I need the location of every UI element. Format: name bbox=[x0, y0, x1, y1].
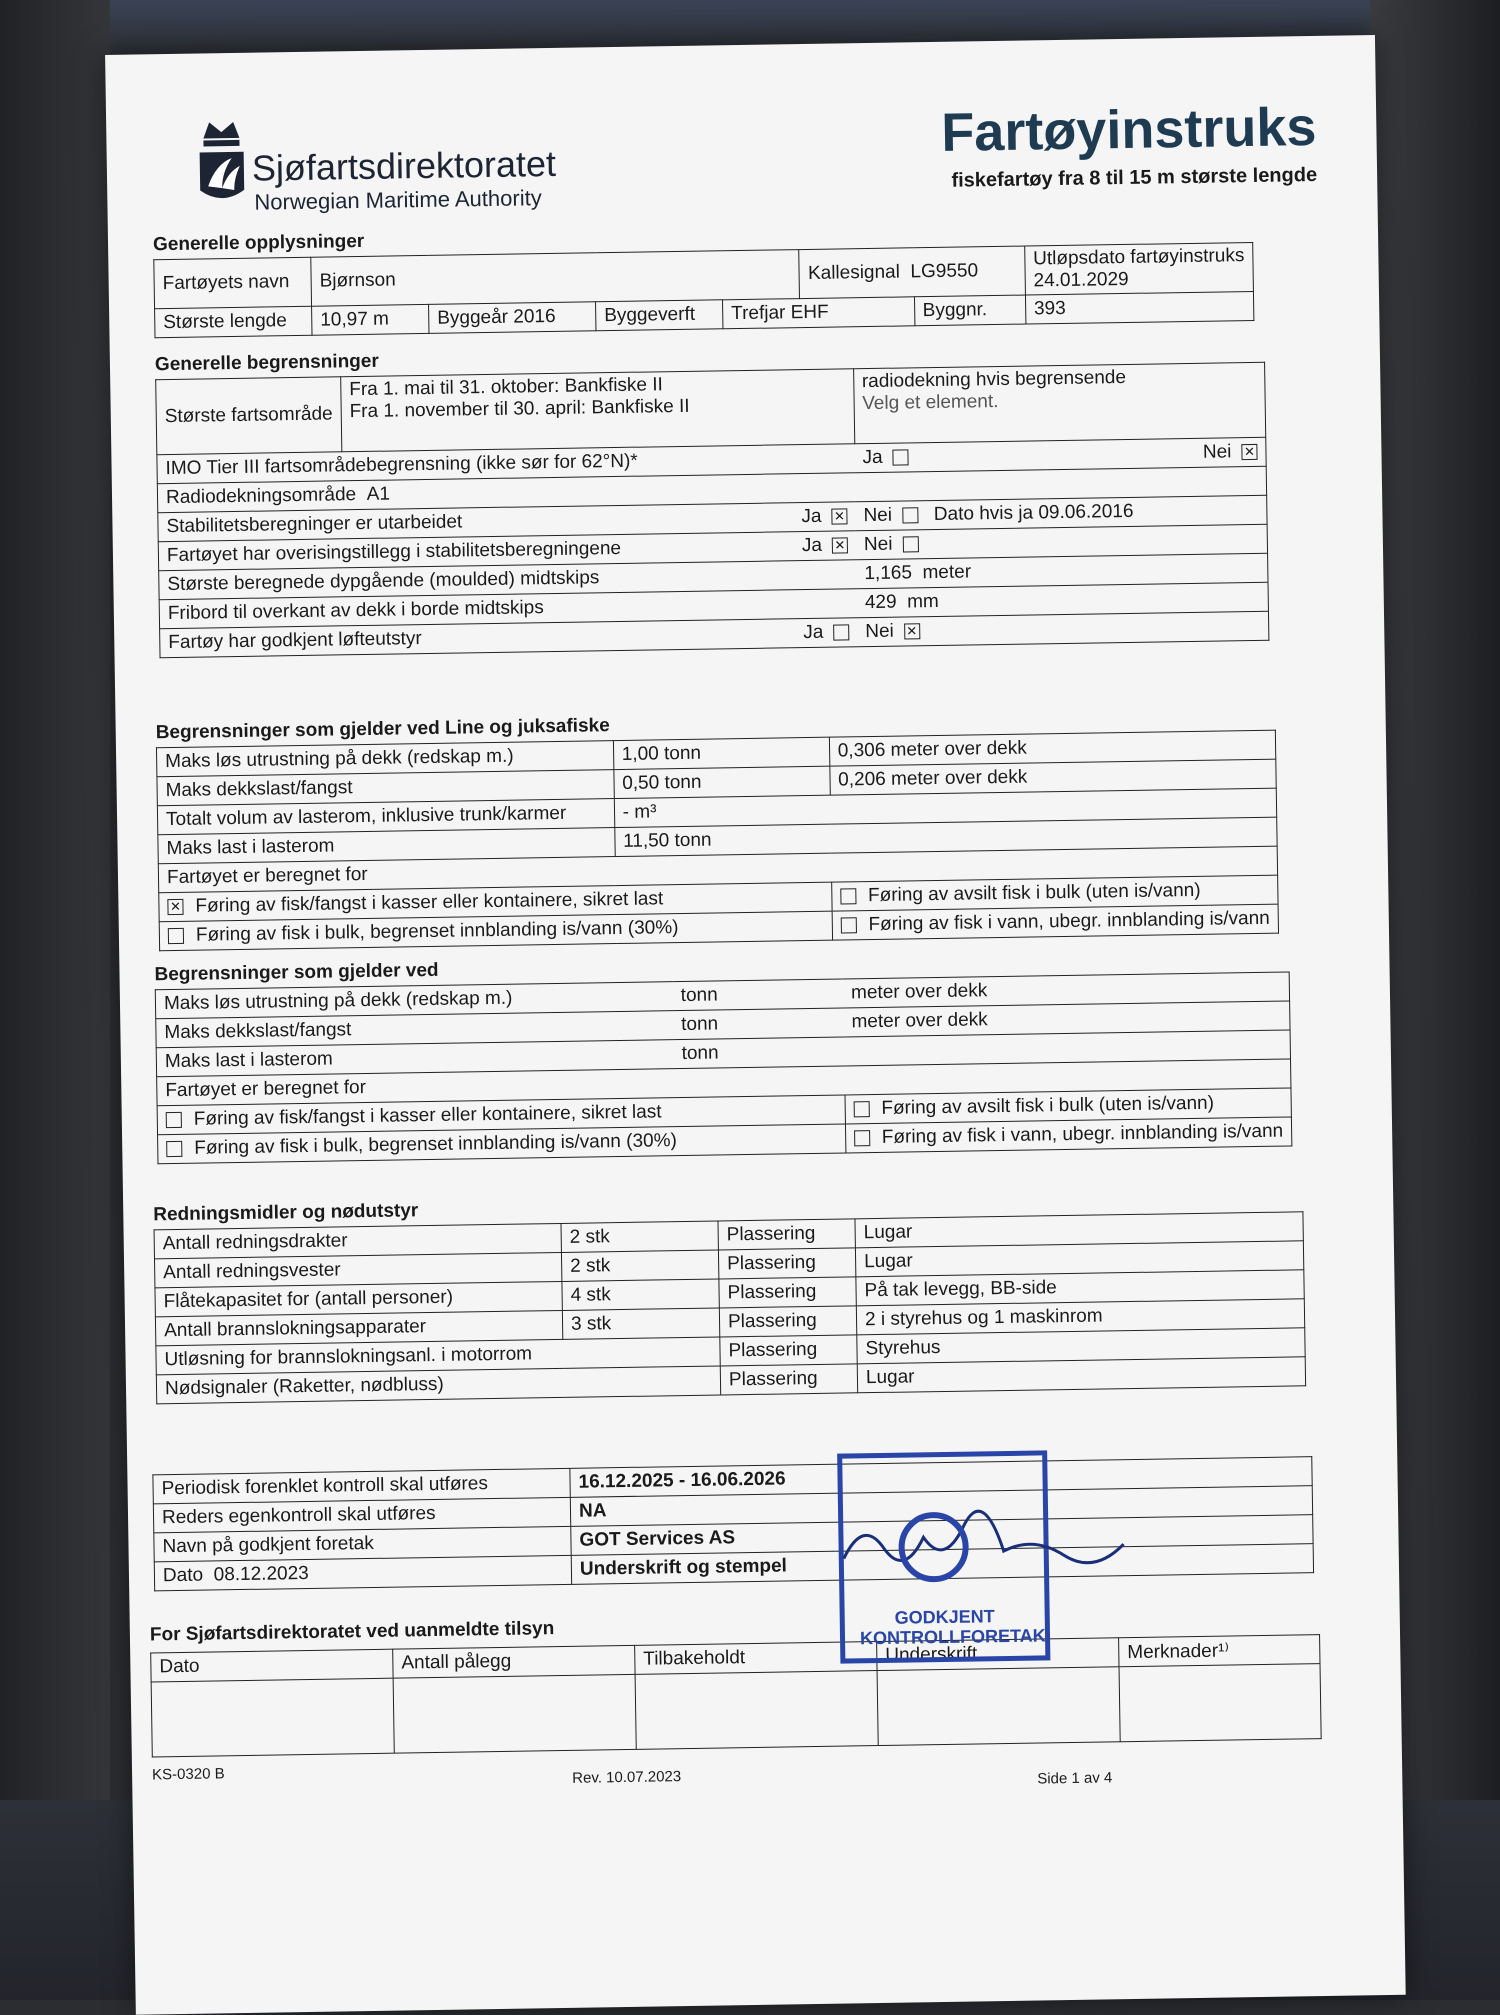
section-title-rescue: Redningsmidler og nødutstyr bbox=[153, 1200, 419, 1226]
rescue-place: På tak levegg, BB-side bbox=[856, 1270, 1304, 1306]
other-loose-gear-label: Maks løs utrustning på dekk (redskap m.) bbox=[155, 982, 673, 1019]
other-opt2-checkbox[interactable] bbox=[853, 1101, 869, 1117]
draught-value: 1,165 bbox=[864, 562, 913, 585]
general-info-table bbox=[153, 242, 1254, 338]
radio-area: A1 bbox=[366, 483, 391, 505]
inspection-table bbox=[150, 1634, 1322, 1757]
company-value: GOT Services AS bbox=[571, 1515, 1313, 1556]
lifting-yes-checkbox[interactable] bbox=[833, 624, 849, 640]
line-opt4-checkbox[interactable] bbox=[840, 917, 856, 933]
line-opt1-label: Føring av fisk/fangst i kasser eller kontainere, sikret last bbox=[195, 888, 664, 917]
build-no: 393 bbox=[1025, 291, 1254, 324]
inspection-col-signature: Underskrift bbox=[877, 1638, 1119, 1671]
line-hold-load-value: 11,50 tonn bbox=[614, 817, 1277, 856]
icing-yes-label: Ja bbox=[801, 534, 823, 557]
line-opt2-checkbox[interactable] bbox=[840, 888, 856, 904]
icing-label: Fartøyet har overisingstillegg i stabilitetsberegningene bbox=[158, 532, 764, 571]
general-limits-table bbox=[155, 362, 1269, 658]
other-opt4-checkbox[interactable] bbox=[854, 1130, 870, 1146]
icing-yes-checkbox[interactable] bbox=[832, 537, 848, 553]
imo-no-checkbox[interactable] bbox=[1241, 444, 1257, 460]
expiry-date: 24.01.2029 bbox=[1033, 268, 1129, 292]
callsign: LG9550 bbox=[910, 260, 979, 283]
radio-coverage-select[interactable]: Velg et element. bbox=[862, 390, 999, 415]
rescue-place: Lugar bbox=[855, 1241, 1303, 1277]
imo-yes-label: Ja bbox=[862, 446, 883, 469]
section-title-line-limits: Begrensninger som gjelder ved Line og juksafiske bbox=[155, 715, 610, 744]
line-deck-cargo-height: 0,206 meter over dekk bbox=[829, 759, 1276, 795]
rescue-placement-label: Plassering bbox=[719, 1306, 856, 1337]
other-deck-cargo-unit: tonn bbox=[673, 1008, 844, 1040]
rescue-place: Lugar bbox=[857, 1357, 1305, 1393]
line-opt1-checkbox[interactable] bbox=[167, 899, 183, 915]
rescue-placement-label: Plassering bbox=[720, 1364, 857, 1395]
rescue-placement-label: Plassering bbox=[718, 1248, 855, 1279]
rescue-label: Flåtekapasitet for (antall personer) bbox=[155, 1281, 562, 1316]
rescue-label: Nødsignaler (Raketter, nødbluss) bbox=[156, 1366, 720, 1404]
imo-yes-checkbox[interactable] bbox=[893, 449, 909, 465]
line-loose-gear-label: Maks løs utrustning på dekk (redskap m.) bbox=[156, 741, 613, 777]
freeboard-label: Fribord til overkant av dekk i borde midtskips bbox=[159, 589, 857, 629]
lifting-yes-label: Ja bbox=[803, 621, 824, 644]
approval-stamp bbox=[837, 1450, 1050, 1663]
form-code: KS-0320 B bbox=[151, 1765, 225, 1784]
vessel-name-label: Fartøyets navn bbox=[154, 257, 312, 308]
yard-label: Byggeverft bbox=[596, 300, 723, 331]
document-subtitle: fiskefartøy fra 8 til 15 m største lengde bbox=[951, 163, 1318, 192]
document-page bbox=[105, 35, 1406, 2015]
build-year: 2016 bbox=[513, 305, 556, 328]
stamp-text: GODKJENT KONTROLLFORETAK bbox=[859, 1606, 1046, 1649]
inspection-cell-remarks[interactable] bbox=[1119, 1664, 1321, 1742]
line-loose-gear-height: 0,306 meter over dekk bbox=[829, 730, 1276, 766]
other-loose-gear-height-unit: meter over dekk bbox=[843, 972, 1290, 1008]
rescue-place: 2 i styrehus og 1 maskinrom bbox=[856, 1299, 1304, 1335]
rescue-label: Antall brannslokningsapparater bbox=[155, 1310, 562, 1345]
callsign-label: Kallesignal bbox=[807, 261, 901, 284]
freeboard-unit: mm bbox=[906, 590, 939, 613]
other-limits-table bbox=[155, 971, 1293, 1164]
line-deck-cargo-label: Maks dekkslast/fangst bbox=[157, 770, 614, 806]
length-label: Største lengde bbox=[155, 306, 312, 337]
other-calc-for-label: Fartøyet er beregnet for bbox=[157, 1059, 1291, 1106]
icing-no-checkbox[interactable] bbox=[902, 536, 918, 552]
area-line1: Fra 1. mai til 31. oktober: Bankfiske II bbox=[349, 374, 664, 401]
build-year-label: Byggeår bbox=[437, 306, 509, 329]
section-title-general-limits: Generelle begrensninger bbox=[154, 350, 379, 376]
line-hold-load-label: Maks last i lasterom bbox=[158, 828, 615, 864]
lifting-no-checkbox[interactable] bbox=[904, 623, 920, 639]
other-opt3-label: Føring av fisk i bulk, begrenset innblanding is/vann (30%) bbox=[194, 1130, 678, 1159]
build-no-label: Byggnr. bbox=[914, 295, 1026, 326]
area-label: Største fartsområde bbox=[156, 377, 342, 455]
rescue-label: Utløsning for brannslokningsanl. i motorrom bbox=[156, 1337, 720, 1375]
other-hold-load-unit: tonn bbox=[673, 1030, 1290, 1069]
crown-emblem-icon bbox=[191, 108, 253, 209]
stability-date-label: Dato hvis ja bbox=[933, 502, 1034, 526]
inspection-cell-orders[interactable] bbox=[393, 1674, 636, 1753]
document-title: Fartøyinstruks bbox=[940, 96, 1317, 163]
line-calc-for-label: Fartøyet er beregnet for bbox=[158, 846, 1277, 893]
radio-coverage-label: radiodekning hvis begrensende bbox=[861, 366, 1127, 393]
rescue-placement-label: Plassering bbox=[719, 1277, 856, 1308]
date-value: 08.12.2023 bbox=[213, 1562, 309, 1586]
page-number: Side 1 av 4 bbox=[1037, 1769, 1113, 1788]
periodic-value: 16.12.2025 - 16.06.2026 bbox=[570, 1457, 1312, 1498]
expiry-label: Utløpsdato fartøyinstruks bbox=[1033, 245, 1245, 270]
lifting-no-label: Nei bbox=[865, 620, 894, 643]
line-opt3-label: Føring av fisk i bulk, begrenset innblanding is/vann (30%) bbox=[195, 917, 679, 946]
section-title-general-info: Generelle opplysninger bbox=[152, 230, 365, 256]
inspection-col-withheld: Tilbakeholdt bbox=[635, 1642, 877, 1675]
section-title-other-limits: Begrensninger som gjelder ved bbox=[154, 959, 439, 986]
company-label: Navn på godkjent foretak bbox=[154, 1526, 571, 1562]
other-opt4-label: Føring av fisk i vann, ubegr. innblanding is/vann bbox=[881, 1120, 1284, 1148]
owner-control-label: Reders egenkontroll skal utføres bbox=[153, 1497, 570, 1533]
other-loose-gear-unit: tonn bbox=[672, 979, 843, 1011]
rescue-qty: 4 stk bbox=[562, 1279, 719, 1310]
rescue-placement-label: Plassering bbox=[720, 1335, 857, 1366]
inspection-cell-signature[interactable] bbox=[877, 1667, 1120, 1746]
stability-label: Stabilitetsberegninger er utarbeidet bbox=[158, 503, 764, 542]
line-opt4-label: Føring av fisk i vann, ubegr. innblanding is/vann bbox=[868, 907, 1270, 936]
other-deck-cargo-label: Maks dekkslast/fangst bbox=[156, 1011, 674, 1048]
control-table bbox=[152, 1456, 1314, 1591]
document-title-block bbox=[941, 96, 1317, 193]
length-value: 10,97 m bbox=[312, 304, 429, 335]
imo-no-label: Nei bbox=[1202, 441, 1232, 463]
stability-no-checkbox[interactable] bbox=[902, 507, 918, 523]
rescue-place: Lugar bbox=[855, 1212, 1303, 1248]
periodic-label: Periodisk forenklet kontroll skal utføres bbox=[153, 1468, 570, 1504]
vessel-name: Bjørnson bbox=[311, 250, 800, 307]
section-title-inspection: For Sjøfartsdirektoratet ved uanmeldte tilsyn bbox=[149, 1618, 555, 1646]
imo-label: IMO Tier III fartsområdebegrensning (ikke sør for 62°N)* bbox=[157, 444, 855, 484]
line-limits-table bbox=[156, 730, 1279, 952]
hold-volume-label: Totalt volum av lasterom, inklusive trunk/karmer bbox=[157, 799, 614, 835]
line-opt2-label: Føring av avsilt fisk i bulk (uten is/vann) bbox=[867, 879, 1201, 907]
rescue-place: Styrehus bbox=[857, 1328, 1305, 1364]
org-name-en: Norwegian Maritime Authority bbox=[254, 185, 542, 215]
inspection-cell-withheld[interactable] bbox=[635, 1671, 878, 1750]
revision-date: Rev. 10.07.2023 bbox=[572, 1768, 682, 1787]
other-deck-cargo-height-unit: meter over dekk bbox=[843, 1001, 1290, 1037]
signature-label: Underskrift og stempel bbox=[571, 1544, 1313, 1585]
rescue-qty: 2 stk bbox=[561, 1250, 718, 1281]
inspection-col-orders: Antall pålegg bbox=[393, 1645, 635, 1678]
other-opt1-label: Føring av fisk/fangst i kasser eller kontainere, sikret last bbox=[193, 1101, 662, 1130]
background-left bbox=[0, 0, 110, 2000]
draught-unit: meter bbox=[922, 561, 972, 584]
date-label: Dato bbox=[162, 1564, 204, 1587]
inspection-col-remarks: Merknader¹⁾ bbox=[1119, 1635, 1320, 1667]
other-opt2-label: Føring av avsilt fisk i bulk (uten is/vann) bbox=[881, 1092, 1215, 1119]
signature-icon bbox=[833, 1494, 1135, 1599]
icing-no-label: Nei bbox=[863, 533, 893, 556]
inspection-cell-date[interactable] bbox=[151, 1678, 394, 1757]
other-hold-load-label: Maks last i lasterom bbox=[156, 1040, 674, 1077]
rescue-placement-label: Plassering bbox=[718, 1219, 855, 1250]
org-logo bbox=[191, 108, 557, 215]
area-line2: Fra 1. november til 30. april: Bankfiske II bbox=[349, 395, 690, 423]
inspection-col-date: Dato bbox=[151, 1649, 393, 1682]
hold-volume-value: - m³ bbox=[614, 788, 1277, 827]
rescue-label: Antall redningsdrakter bbox=[154, 1223, 561, 1258]
rescue-qty: 2 stk bbox=[561, 1221, 718, 1252]
stability-no-label: Nei bbox=[863, 504, 893, 527]
owner-control-value: NA bbox=[570, 1486, 1312, 1527]
stability-yes-checkbox[interactable] bbox=[831, 508, 847, 524]
other-opt3-checkbox[interactable] bbox=[166, 1141, 182, 1157]
rescue-qty: 3 stk bbox=[562, 1308, 719, 1339]
radio-area-label: Radiodekningsområde bbox=[165, 484, 357, 509]
line-opt3-checkbox[interactable] bbox=[168, 928, 184, 944]
yard: Trefjar EHF bbox=[723, 297, 915, 329]
other-opt1-checkbox[interactable] bbox=[166, 1112, 182, 1128]
line-loose-gear-value: 1,00 tonn bbox=[613, 737, 829, 769]
stability-yes-label: Ja bbox=[801, 505, 822, 528]
line-deck-cargo-value: 0,50 tonn bbox=[614, 766, 830, 798]
rescue-label: Antall redningsvester bbox=[154, 1252, 561, 1287]
draught-label: Største beregnede dypgående (moulded) midtskips bbox=[159, 560, 857, 600]
freeboard-value: 429 bbox=[864, 591, 897, 614]
stability-date: 09.06.2016 bbox=[1038, 500, 1134, 524]
rescue-table bbox=[154, 1211, 1307, 1404]
org-name: Sjøfartsdirektoratet bbox=[251, 142, 557, 189]
lifting-label: Fartøy har godkjent løfteutstyr bbox=[160, 619, 766, 658]
